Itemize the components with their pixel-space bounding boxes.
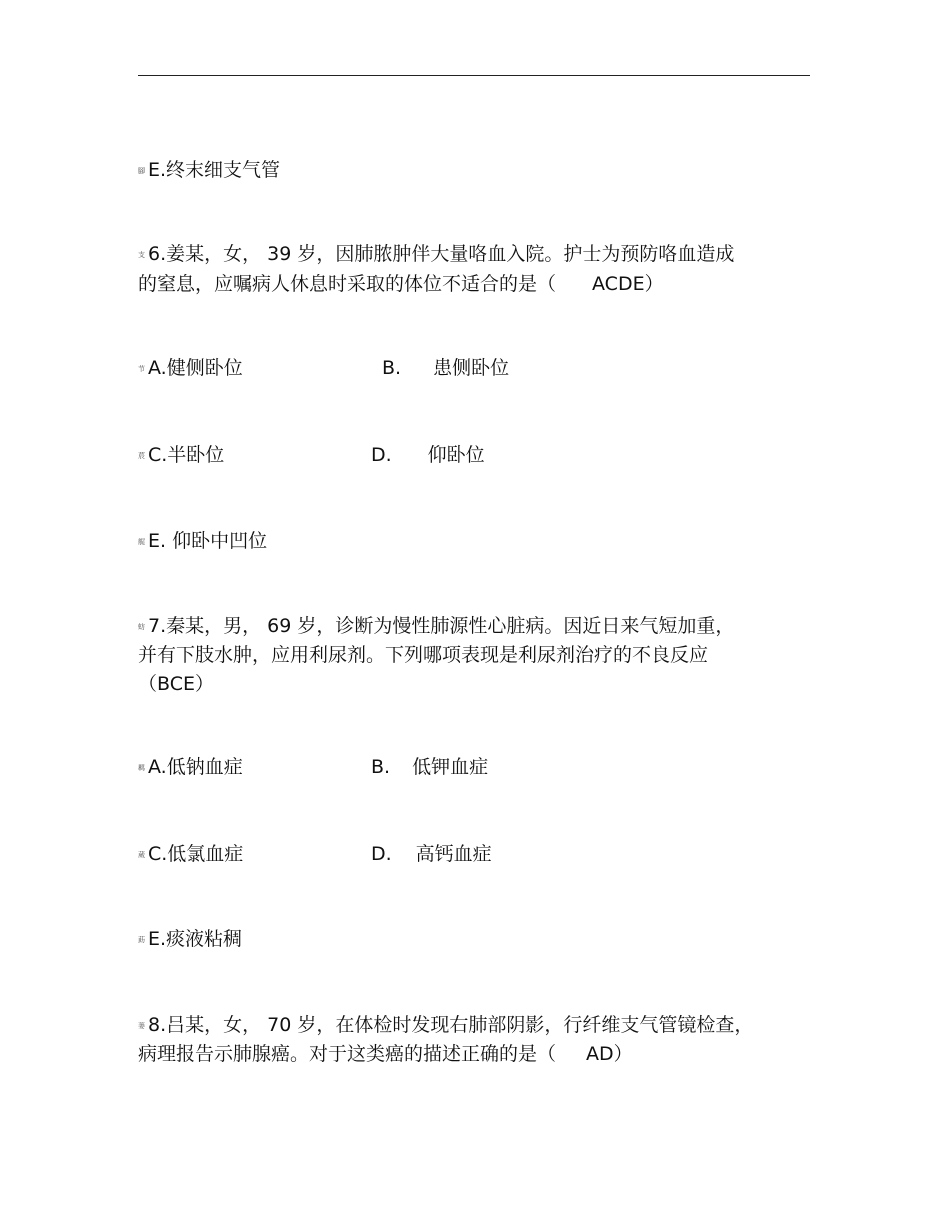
q7-answer: （BCE） [138, 673, 214, 695]
q6-option-c: 莀 C.半卧位 [138, 444, 225, 466]
q7-stem-line2: 并有下肢水肿，应用利尿剂。下列哪项表现是利尿剂治疗的不良反应 [138, 644, 709, 666]
margin-mark: 莀 [138, 451, 145, 460]
q8-answer: AD [586, 1043, 614, 1065]
q6-option-e: 艉 E. 仰卧中凹位 [138, 530, 268, 552]
q8-stem-line2: 病理报告示肺腺癌。对于这类癌的描述正确的是（ AD） [138, 1043, 633, 1065]
margin-mark: 蚄 [138, 622, 145, 631]
q7-stem-line3 [138, 671, 214, 697]
q6-stem-line1: 支 6.姜某，女， 39 岁，因肺脓肿伴大量咯血入院。护士为预防咯血造成 [138, 243, 735, 265]
q6-stem-line2: 的窒息，应嘱病人休息时采取的体位不适合的是（ ACDE） [138, 273, 664, 295]
q6-answer: ACDE [592, 273, 645, 295]
q7-option-d: D. 高钙血症 [371, 843, 492, 865]
margin-mark: 腳 [138, 166, 145, 175]
margin-mark: 莇 [138, 935, 145, 944]
q7-option-a: 羁 A.低钠血症 [138, 756, 243, 778]
margin-mark: 羁 [138, 763, 145, 772]
q6-option-a: 节 A.健侧卧位 [138, 357, 243, 379]
margin-mark: 蒌 [138, 1021, 145, 1030]
q7-option-b: B. 低钾血症 [371, 756, 489, 778]
header-rule [138, 75, 810, 76]
q6-option-d: D. 仰卧位 [371, 444, 485, 466]
q6-option-b: B. 患侧卧位 [382, 357, 510, 379]
margin-mark: 艉 [138, 537, 145, 546]
q7-option-c: 蒇 C.低氯血症 [138, 843, 244, 865]
q7-stem-line1: 蚄 7.秦某，男， 69 岁，诊断为慢性肺源性心脏病。因近日来气短加重， [138, 615, 735, 637]
q8-stem-line1: 蒌 8.吕某，女， 70 岁，在体检时发现右肺部阴影，行纤维支气管镜检查， [138, 1014, 754, 1036]
margin-mark: 蒇 [138, 850, 145, 859]
q5-option-e: 腳 E.终末细支气管 [138, 159, 281, 181]
margin-mark: 支 [138, 250, 145, 259]
margin-mark: 节 [138, 364, 145, 373]
q7-option-e: 莇 E.痰液粘稠 [138, 928, 243, 950]
